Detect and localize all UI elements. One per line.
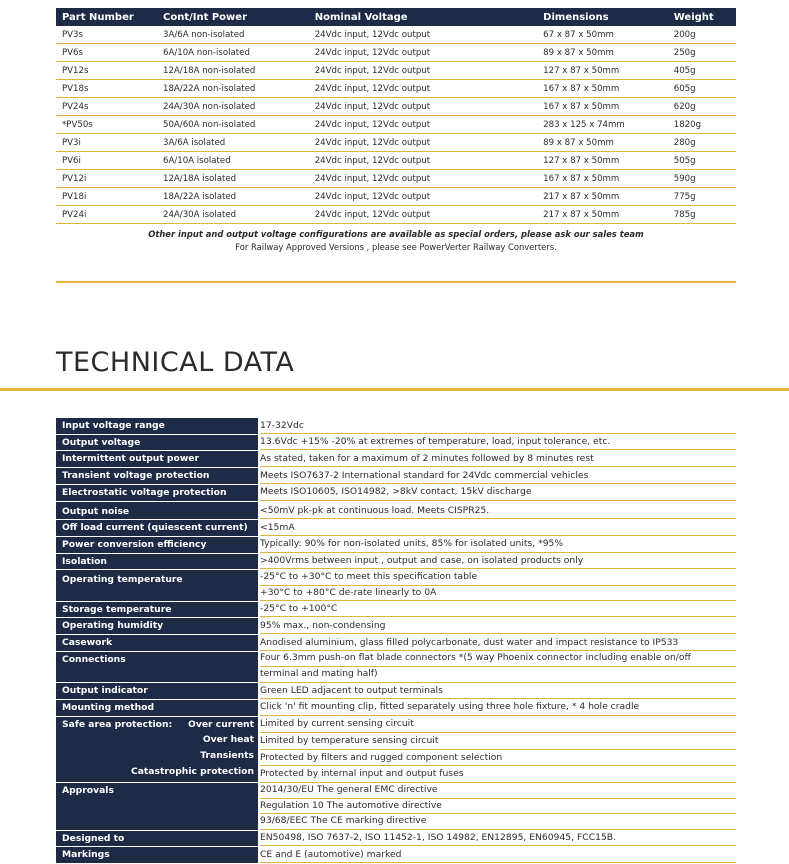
part-number-cell: PV12i — [56, 170, 157, 188]
spec-label: Isolation — [62, 555, 107, 567]
spec-label: Transient voltage protection — [62, 470, 210, 482]
weight-cell: 775g — [668, 188, 736, 206]
part-number-cell: *PV50s — [56, 116, 157, 134]
spec-label-cell — [56, 651, 258, 682]
spec-label-cell — [56, 601, 258, 618]
power-cell: 18A/22A isolated — [157, 188, 309, 206]
table-row — [56, 170, 736, 188]
safe-area-sublabel: Over heat — [202, 734, 254, 746]
spec-value-cell — [260, 651, 736, 682]
dimensions-cell: 167 x 87 x 50mm — [537, 80, 668, 98]
parts-table-section — [56, 8, 736, 252]
voltage-cell: 24Vdc input, 12Vdc output — [309, 170, 537, 188]
spec-label-cell — [56, 783, 258, 830]
spec-label: Connections — [62, 653, 126, 665]
safe-area-sublabel-row — [62, 732, 258, 748]
voltage-cell: 24Vdc input, 12Vdc output — [309, 44, 537, 62]
part-number-cell: PV6s — [56, 44, 157, 62]
table-row — [56, 152, 736, 170]
weight-cell: 405g — [668, 62, 736, 80]
spec-label-cell — [56, 699, 258, 716]
spec-row — [56, 468, 736, 485]
spec-label: Casework — [62, 637, 113, 649]
spec-value-cell — [260, 601, 736, 618]
spec-label-cell — [56, 536, 258, 553]
weight-cell: 1820g — [668, 116, 736, 134]
spec-value: Meets ISO10605, ISO14982, >8kV contact, 15kV discharge — [260, 484, 736, 500]
spec-label: Output voltage — [62, 436, 141, 448]
spec-value: Green LED adjacent to output terminals — [260, 683, 736, 699]
power-cell: 18A/22A non-isolated — [157, 80, 309, 98]
section-title: TECHNICAL DATA — [56, 347, 295, 378]
part-number-cell: PV24s — [56, 98, 157, 116]
power-cell: 24A/30A isolated — [157, 206, 309, 224]
power-cell: 6A/10A isolated — [157, 152, 309, 170]
spec-value: Meets ISO7637-2 International standard for 24Vdc commercial vehicles — [260, 468, 736, 484]
spec-value-cell — [260, 468, 736, 485]
table-row — [56, 206, 736, 224]
railway-note: For Railway Approved Versions , please see PowerVerter Railway Converters. — [235, 242, 557, 252]
spec-label-cell — [56, 553, 258, 570]
spec-row — [56, 783, 736, 830]
spec-label: Markings — [62, 849, 110, 861]
weight-cell: 620g — [668, 98, 736, 116]
voltage-cell: 24Vdc input, 12Vdc output — [309, 98, 537, 116]
spec-label-cell — [56, 418, 258, 434]
spec-label: Input voltage range — [62, 420, 165, 431]
spec-label: Off load current (quiescent current) — [62, 522, 248, 534]
dimensions-cell: 167 x 87 x 50mm — [537, 98, 668, 116]
spec-value: -25°C to +30°C to meet this specification table — [260, 570, 736, 586]
spec-label: Output noise — [62, 505, 130, 517]
voltage-cell: 24Vdc input, 12Vdc output — [309, 134, 537, 152]
spec-value-cell — [260, 683, 736, 700]
table-row — [56, 98, 736, 116]
spec-row — [56, 536, 736, 553]
power-cell: 3A/6A isolated — [157, 134, 309, 152]
voltage-cell: 24Vdc input, 12Vdc output — [309, 116, 537, 134]
dimensions-cell: 67 x 87 x 50mm — [537, 26, 668, 44]
spec-label: Safe area protection: — [62, 718, 173, 730]
spec-label-cell — [56, 501, 258, 520]
spec-value: 93/68/EEC The CE marking directive — [260, 814, 736, 830]
table-row — [56, 44, 736, 62]
header-voltage: Nominal Voltage — [309, 8, 537, 26]
dimensions-cell: 127 x 87 x 50mm — [537, 62, 668, 80]
parts-table-header — [56, 8, 736, 26]
spec-row — [56, 699, 736, 716]
table-row — [56, 116, 736, 134]
power-cell: 12A/18A non-isolated — [157, 62, 309, 80]
weight-cell: 505g — [668, 152, 736, 170]
spec-row — [56, 601, 736, 618]
voltage-cell: 24Vdc input, 12Vdc output — [309, 26, 537, 44]
power-cell: 50A/60A non-isolated — [157, 116, 309, 134]
header-power: Cont/Int Power — [157, 8, 309, 26]
technical-data-section — [56, 418, 736, 864]
spec-value: Click 'n' fit mounting clip, fitted separately using three hole fixture, * 4 hole cradle — [260, 699, 736, 715]
table-row — [56, 188, 736, 206]
spec-row — [56, 830, 736, 847]
voltage-cell: 24Vdc input, 12Vdc output — [309, 80, 537, 98]
spec-label: Approvals — [62, 785, 114, 797]
voltage-cell: 24Vdc input, 12Vdc output — [309, 152, 537, 170]
spec-label-cell — [56, 716, 258, 783]
spec-label-cell — [56, 484, 258, 501]
table-row — [56, 80, 736, 98]
table-row — [56, 26, 736, 44]
spec-label-cell — [56, 434, 258, 451]
dimensions-cell: 89 x 87 x 50mm — [537, 134, 668, 152]
spec-label-cell — [56, 830, 258, 847]
voltage-cell: 24Vdc input, 12Vdc output — [309, 188, 537, 206]
power-cell: 24A/30A non-isolated — [157, 98, 309, 116]
spec-value: <15mA — [260, 520, 736, 536]
spec-value: Protected by filters and rugged component selection — [260, 750, 736, 767]
spec-label: Intermittent output power — [62, 453, 200, 465]
spec-value: -25°C to +100°C — [260, 601, 736, 617]
spec-row — [56, 451, 736, 468]
part-number-cell: PV18i — [56, 188, 157, 206]
spec-value: <50mV pk-pk at continuous load. Meets CISPR25. — [260, 501, 736, 519]
part-number-cell: PV24i — [56, 206, 157, 224]
spec-row — [56, 570, 736, 601]
part-number-cell: PV18s — [56, 80, 157, 98]
spec-row — [56, 651, 736, 682]
spec-value: Regulation 10 The automotive directive — [260, 799, 736, 815]
header-dimensions: Dimensions — [537, 8, 668, 26]
spec-label: Operating temperature — [62, 574, 183, 586]
weight-cell: 280g — [668, 134, 736, 152]
part-number-cell: PV3s — [56, 26, 157, 44]
spec-row — [56, 618, 736, 635]
dimensions-cell: 89 x 87 x 50mm — [537, 44, 668, 62]
power-cell: 12A/18A isolated — [157, 170, 309, 188]
spec-label-cell — [56, 520, 258, 537]
divider-line — [56, 281, 736, 283]
spec-label-cell — [56, 451, 258, 468]
part-number-cell: PV12s — [56, 62, 157, 80]
spec-label-cell — [56, 847, 258, 864]
spec-value: Four 6.3mm push-on flat blade connectors *(5 way Phoenix connector including enable on/off — [260, 651, 736, 667]
safe-area-sublabel: Catastrophic protection — [130, 765, 254, 777]
weight-cell: 785g — [668, 206, 736, 224]
section-underline — [0, 388, 789, 391]
part-number-cell: PV3i — [56, 134, 157, 152]
weight-cell: 200g — [668, 26, 736, 44]
safe-area-sublabel-row — [62, 717, 258, 733]
spec-row — [56, 501, 736, 520]
safe-area-sublabel-row — [62, 748, 258, 764]
technical-data-table — [56, 418, 736, 864]
spec-value: terminal and mating half) — [260, 667, 736, 683]
spec-row — [56, 418, 736, 434]
spec-value: 2014/30/EU The general EMC directive — [260, 783, 736, 799]
spec-value-cell — [260, 635, 736, 652]
spec-value-cell — [260, 830, 736, 847]
dimensions-cell: 217 x 87 x 50mm — [537, 206, 668, 224]
spec-value: 17-32Vdc — [260, 418, 736, 434]
part-number-cell: PV6i — [56, 152, 157, 170]
spec-value-cell — [260, 451, 736, 468]
spec-row — [56, 520, 736, 537]
spec-label: Mounting method — [62, 701, 155, 713]
spec-value-cell — [260, 418, 736, 434]
spec-value-cell — [260, 716, 736, 783]
weight-cell: 590g — [668, 170, 736, 188]
spec-row — [56, 553, 736, 570]
spec-label-cell — [56, 618, 258, 635]
weight-cell: 605g — [668, 80, 736, 98]
spec-label-cell — [56, 635, 258, 652]
spec-label: Operating humidity — [62, 620, 164, 632]
spec-label: Power conversion efficiency — [62, 538, 207, 550]
header-part-number: Part Number — [56, 8, 157, 26]
spec-value-cell — [260, 847, 736, 864]
spec-row — [56, 484, 736, 501]
spec-label: Output indicator — [62, 685, 148, 697]
spec-row — [56, 635, 736, 652]
spec-value: Limited by temperature sensing circuit — [260, 733, 736, 750]
spec-value: CE and E (automotive) marked — [260, 847, 736, 863]
spec-label-cell — [56, 570, 258, 601]
spec-value: EN50498, ISO 7637-2, ISO 11452-1, ISO 14982, EN12895, EN60945, FCC15B. — [260, 830, 736, 846]
weight-cell: 250g — [668, 44, 736, 62]
parts-table — [56, 8, 736, 224]
spec-value: 13.6Vdc +15% -20% at extremes of temperature, load, input tolerance, etc. — [260, 434, 736, 450]
dimensions-cell: 217 x 87 x 50mm — [537, 188, 668, 206]
spec-value: Typically: 90% for non-isolated units, 85% for isolated units, *95% — [260, 536, 736, 552]
table-row — [56, 134, 736, 152]
safe-area-sublabel: Over current — [188, 718, 254, 730]
dimensions-cell: 167 x 87 x 50mm — [537, 170, 668, 188]
spec-row — [56, 683, 736, 700]
voltage-cell: 24Vdc input, 12Vdc output — [309, 206, 537, 224]
special-orders-note: Other input and output voltage configurations are available as special orders, please ask our sales team — [148, 229, 644, 239]
spec-label: Designed to — [62, 832, 125, 844]
spec-value-cell — [260, 536, 736, 553]
spec-value-cell — [260, 434, 736, 451]
power-cell: 6A/10A non-isolated — [157, 44, 309, 62]
table-row — [56, 62, 736, 80]
spec-row — [56, 847, 736, 864]
dimensions-cell: 127 x 87 x 50mm — [537, 152, 668, 170]
spec-value: 95% max., non-condensing — [260, 618, 736, 634]
spec-value-cell — [260, 520, 736, 537]
spec-value: +30°C to +80°C de-rate linearly to 0A — [260, 586, 736, 602]
safe-area-sublabel: Transients — [200, 750, 254, 762]
spec-value: Anodised aluminium, glass filled polycarbonate, dust water and impact resistance to IP533 — [260, 635, 736, 651]
spec-value-cell — [260, 699, 736, 716]
power-cell: 3A/6A non-isolated — [157, 26, 309, 44]
header-weight: Weight — [668, 8, 736, 26]
spec-label-cell — [56, 683, 258, 700]
spec-value-cell — [260, 553, 736, 570]
spec-value: Protected by internal input and output fuses — [260, 766, 736, 783]
spec-value-cell — [260, 501, 736, 520]
safe-area-sublabel-row — [62, 764, 258, 780]
voltage-cell: 24Vdc input, 12Vdc output — [309, 62, 537, 80]
spec-value: Limited by current sensing circuit — [260, 716, 736, 733]
spec-label: Electrostatic voltage protection — [62, 486, 227, 498]
spec-label-cell — [56, 468, 258, 485]
spec-value: >400Vrms between input , output and case, on isolated products only — [260, 553, 736, 569]
spec-value: As stated, taken for a maximum of 2 minutes followed by 8 minutes rest — [260, 451, 736, 467]
spec-row — [56, 434, 736, 451]
dimensions-cell: 283 x 125 x 74mm — [537, 116, 668, 134]
spec-value-cell — [260, 484, 736, 501]
spec-label: Storage temperature — [62, 603, 172, 615]
spec-row — [56, 716, 736, 783]
spec-value-cell — [260, 570, 736, 601]
spec-value-cell — [260, 618, 736, 635]
spec-value-cell — [260, 783, 736, 830]
